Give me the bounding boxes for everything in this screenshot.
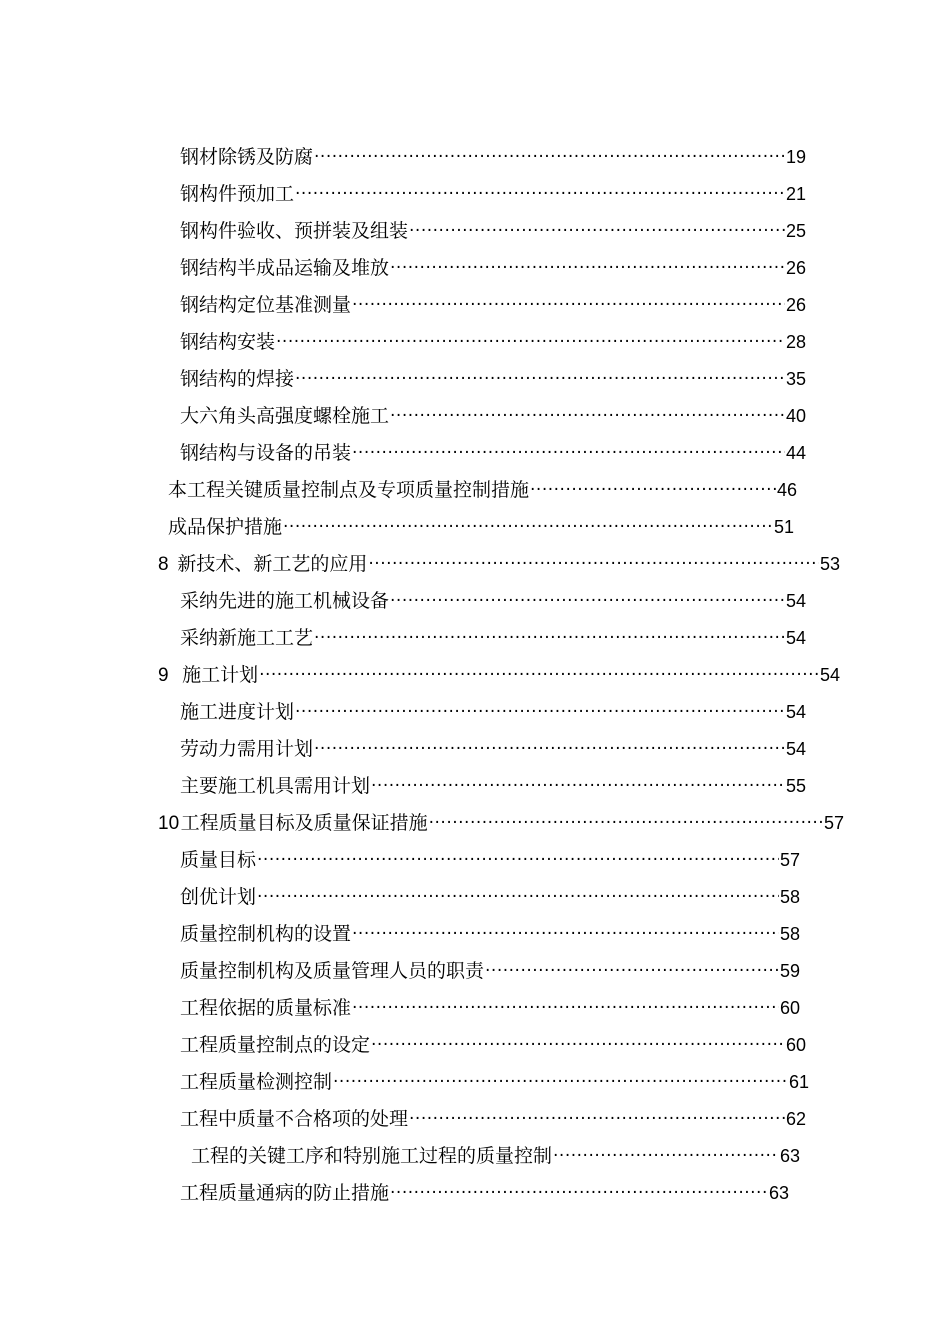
toc-entry-page: 25 [785, 221, 806, 241]
toc-entry-title: 劳动力需用计划 [180, 738, 314, 760]
dot-leader [530, 472, 776, 509]
toc-entry[interactable] [0, 620, 806, 657]
toc-entry-title: 本工程关键质量控制点及专项质量控制措施 [168, 479, 530, 501]
toc-entry[interactable] [0, 1175, 789, 1212]
dot-leader [390, 583, 785, 620]
toc-entry-page: 28 [785, 332, 806, 352]
toc-entry[interactable] [0, 1027, 806, 1064]
toc-entry-page: 54 [819, 665, 840, 685]
dot-leader [314, 731, 785, 768]
dot-leader [352, 990, 779, 1027]
toc-entry-title: 工程的关键工序和特别施工过程的质量控制 [191, 1145, 553, 1167]
toc-entry[interactable] [0, 250, 806, 287]
toc-entry[interactable] [0, 361, 806, 398]
toc-entry[interactable] [0, 842, 800, 879]
toc-entry-title: 大六角头高强度螺栓施工 [180, 405, 390, 427]
toc-entry-page: 62 [785, 1109, 806, 1129]
dot-leader [352, 435, 785, 472]
toc-entry-number: 10 [158, 813, 180, 834]
dot-leader [295, 694, 785, 731]
toc-entry[interactable] [0, 435, 806, 472]
dot-leader [409, 1101, 785, 1138]
toc-entry-page: 35 [785, 369, 806, 389]
toc-entry-title: 质量控制机构及质量管理人员的职责 [180, 960, 485, 982]
toc-entry-title: 钢结构与设备的吊装 [180, 442, 352, 464]
toc-entry[interactable] [0, 1064, 809, 1101]
toc-entry[interactable] [0, 139, 806, 176]
toc-entry-title: 钢结构定位基准测量 [180, 294, 352, 316]
toc-entry[interactable] [0, 472, 797, 509]
dot-leader [371, 768, 785, 805]
toc-entry-title: 质量目标 [180, 849, 257, 871]
toc-entry-page: 54 [785, 628, 806, 648]
toc-entry-title: 采纳先进的施工机械设备 [180, 590, 390, 612]
dot-leader [276, 324, 785, 361]
toc-entry-page: 57 [823, 813, 844, 833]
dot-leader [259, 657, 819, 694]
toc-entry-title: 钢构件预加工 [180, 183, 295, 205]
toc-entry-title: 钢结构半成品运输及堆放 [180, 257, 390, 279]
toc-entry[interactable] [0, 583, 806, 620]
toc-entry-number: 9 [158, 665, 169, 686]
toc-entry-page: 63 [768, 1183, 789, 1203]
toc-entry[interactable] [0, 546, 840, 583]
toc-entry-title: 工程质量通病的防止措施 [180, 1182, 390, 1204]
table-of-contents [0, 139, 950, 1212]
toc-entry-title: 工程质量控制点的设定 [180, 1034, 371, 1056]
toc-entry-page: 63 [779, 1146, 800, 1166]
toc-entry-page: 59 [779, 961, 800, 981]
toc-entry[interactable] [0, 657, 840, 694]
toc-entry-title: 钢材除锈及防腐 [180, 146, 314, 168]
toc-entry[interactable] [0, 324, 806, 361]
toc-entry-title: 钢结构安装 [180, 331, 276, 353]
dot-leader [333, 1064, 788, 1101]
toc-entry-title: 工程中质量不合格项的处理 [180, 1108, 409, 1130]
toc-entry-title: 新技术、新工艺的应用 [177, 553, 368, 575]
toc-entry[interactable] [0, 805, 844, 842]
toc-entry-page: 58 [779, 887, 800, 907]
toc-entry-page: 44 [785, 443, 806, 463]
toc-entry-title: 成品保护措施 [168, 516, 283, 538]
dot-leader [257, 879, 779, 916]
dot-leader [429, 805, 823, 842]
toc-entry-page: 53 [819, 554, 840, 574]
toc-entry-page: 54 [785, 702, 806, 722]
dot-leader [409, 213, 785, 250]
dot-leader [257, 842, 779, 879]
toc-entry-page: 19 [785, 147, 806, 167]
toc-entry[interactable] [0, 768, 806, 805]
dot-leader [390, 398, 785, 435]
toc-entry-title: 钢构件验收、预拼装及组装 [180, 220, 409, 242]
toc-entry[interactable] [0, 990, 800, 1027]
toc-entry[interactable] [0, 1101, 806, 1138]
toc-entry[interactable] [0, 694, 806, 731]
toc-entry-title: 施工进度计划 [180, 701, 295, 723]
toc-entry-title: 工程质量检测控制 [180, 1071, 333, 1093]
toc-entry-page: 54 [785, 739, 806, 759]
toc-entry-page: 40 [785, 406, 806, 426]
toc-entry[interactable] [0, 176, 806, 213]
toc-entry-page: 26 [785, 258, 806, 278]
toc-entry-title: 工程依据的质量标准 [180, 997, 352, 1019]
dot-leader [390, 250, 785, 287]
toc-entry[interactable] [0, 398, 806, 435]
dot-leader [295, 361, 785, 398]
toc-entry-page: 57 [779, 850, 800, 870]
dot-leader [283, 509, 773, 546]
toc-entry-title: 主要施工机具需用计划 [180, 775, 371, 797]
toc-entry-page: 60 [779, 998, 800, 1018]
toc-entry-title: 工程质量目标及质量保证措施 [180, 812, 428, 834]
toc-entry-page: 46 [776, 480, 797, 500]
toc-entry-number: 8 [158, 554, 169, 575]
dot-leader [390, 1175, 768, 1212]
toc-entry-title: 质量控制机构的设置 [180, 923, 352, 945]
toc-entry-page: 54 [785, 591, 806, 611]
dot-leader [368, 546, 819, 583]
dot-leader [352, 287, 785, 324]
toc-entry[interactable] [0, 953, 800, 990]
toc-entry-page: 55 [785, 776, 806, 796]
toc-entry-page: 60 [785, 1035, 806, 1055]
dot-leader [553, 1138, 779, 1175]
dot-leader [314, 139, 785, 176]
dot-leader [485, 953, 779, 990]
dot-leader [352, 916, 779, 953]
dot-leader [295, 176, 785, 213]
toc-entry[interactable] [0, 879, 800, 916]
toc-entry[interactable] [0, 509, 794, 546]
toc-entry-page: 61 [788, 1072, 809, 1092]
toc-entry-page: 51 [773, 517, 794, 537]
toc-entry-page: 58 [779, 924, 800, 944]
toc-entry[interactable] [0, 731, 806, 768]
toc-entry-page: 21 [785, 184, 806, 204]
toc-entry[interactable] [0, 916, 800, 953]
toc-entry[interactable] [0, 287, 806, 324]
dot-leader [371, 1027, 785, 1064]
toc-entry-page: 26 [785, 295, 806, 315]
toc-entry-title: 采纳新施工工艺 [180, 627, 314, 649]
dot-leader [314, 620, 785, 657]
toc-entry-title: 钢结构的焊接 [180, 368, 295, 390]
toc-entry-title: 施工计划 [182, 664, 259, 686]
toc-entry[interactable] [0, 1138, 800, 1175]
toc-entry-title: 创优计划 [180, 886, 257, 908]
toc-entry[interactable] [0, 213, 806, 250]
